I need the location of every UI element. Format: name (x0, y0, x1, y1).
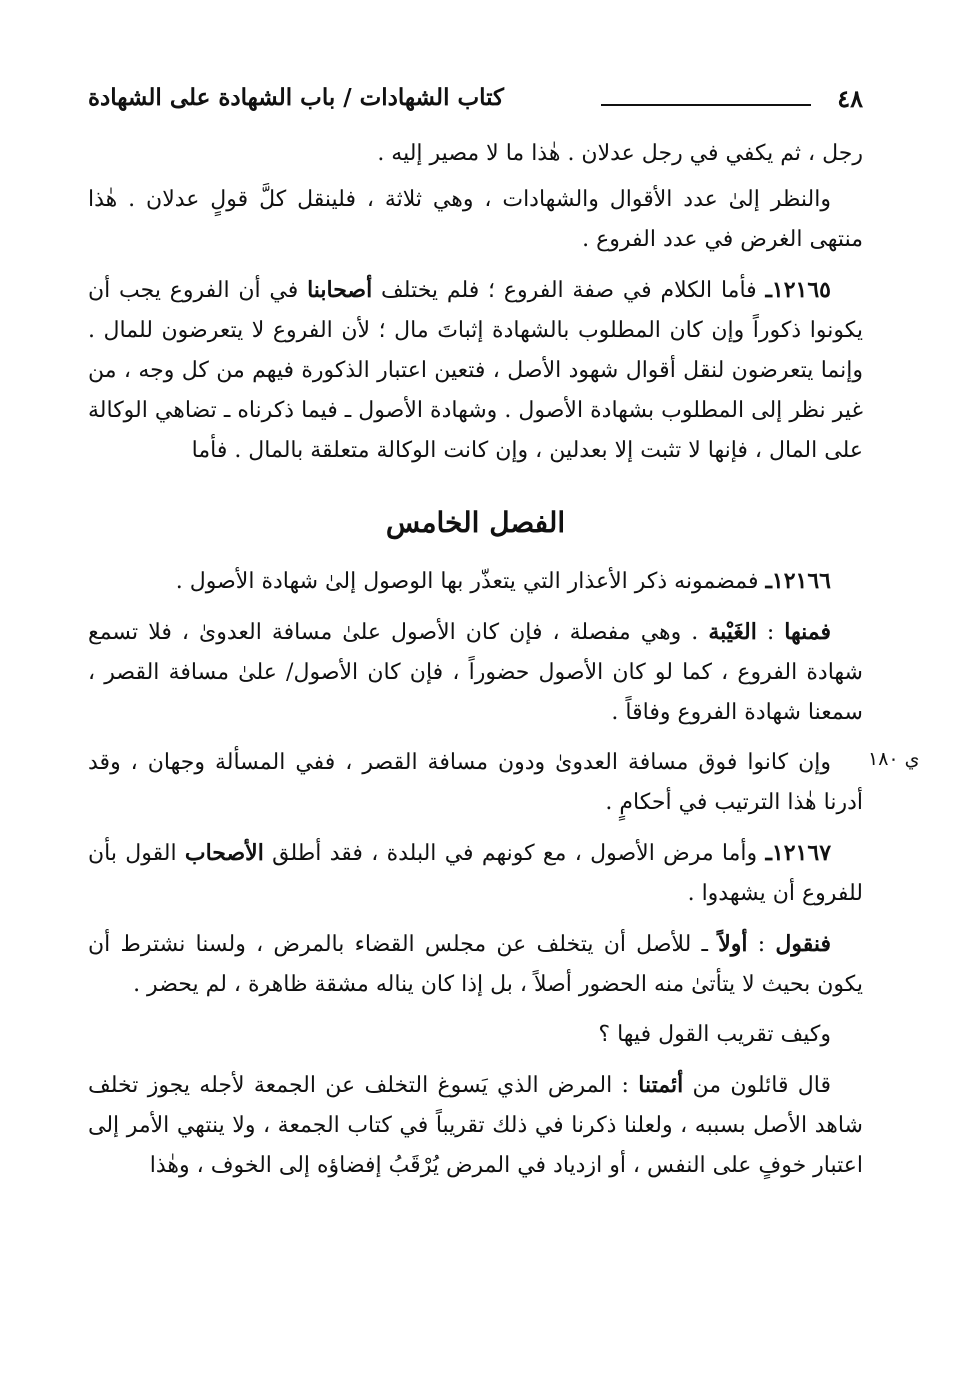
bold-term: أولاً (718, 931, 748, 957)
bold-term: الغَيْبة (708, 619, 757, 645)
running-title: كتاب الشهادات / باب الشهادة على الشهادة (88, 84, 505, 111)
bold-term: الأصحاب (184, 840, 264, 866)
paragraph-continuation (88, 134, 863, 174)
header-rule (601, 104, 811, 106)
paragraph (88, 1065, 863, 1186)
paragraph-text: قال قائلون من (683, 1073, 831, 1098)
paragraph-text: رجل ، ثم يكفي في رجل عدلان . هٰذا ما لا مصير إليه . (377, 141, 863, 166)
paragraph-text: وكيف تقريب القول فيها ؟ (598, 1022, 831, 1047)
bold-term: فمنها (784, 619, 831, 645)
paragraph (88, 924, 863, 1005)
paragraph-text: القول بأن للفروع أن يشهدوا . (88, 841, 863, 906)
paragraph-12166 (88, 561, 863, 602)
paragraph (88, 612, 863, 733)
paragraph-text: ـ للأصل أن يتخلف عن مجلس القضاء بالمرض ، ولسنا نشترط أن يكون بحيث لا يتأتىٰ منه الحضور أصلاً ، بل إذا كان يناله مشقة ظاهرة ، لم يحضر . (88, 932, 863, 997)
paragraph-12167 (88, 833, 863, 914)
page-header (88, 82, 863, 122)
paragraph-text: : (747, 932, 776, 957)
bold-term: أصحابنا (307, 277, 373, 303)
paragraph-text: . وهي مفصلة ، فإن كان الأصول علىٰ مسافة العدوىٰ ، فلا تسمع شهادة الفروع ، كما لو كان الأصول حضوراً ، فإن كان الأصول/ علىٰ مسافة القصر ، سمعنا شهادة الفروع وفاقاً . (88, 620, 863, 725)
bold-term: أئمتنا (638, 1072, 684, 1098)
paragraph-number: ١٢١٦٧ـ (765, 840, 832, 866)
paragraph-12165 (88, 270, 863, 471)
paragraph-text: وإن كانوا فوق مسافة العدوىٰ ودون مسافة القصر ، ففي المسألة وجهان ، وقد أدرنا هٰذا الترتيب في أحكامٍ . (88, 750, 863, 815)
body-text (88, 134, 863, 1196)
paragraph-text: وأما مرض الأصول ، مع كونهم في البلدة ، فقد أطلق (263, 841, 766, 866)
paragraph (88, 743, 863, 823)
paragraph-number: ١٢١٦٥ـ (765, 277, 831, 303)
paragraph-text: والنظر إلىٰ عدد الأقوال والشهادات ، وهي ثلاثة ، فلينقل كلَّ قولٍ عدلان . هٰذا منتهى الغرض في عدد الفروع . (88, 187, 863, 252)
paragraph (88, 180, 863, 260)
paragraph-text: فأما الكلام في صفة الفروع ؛ فلم يختلف (372, 278, 766, 303)
chapter-heading: الفصل الخامس (385, 506, 566, 539)
paragraph-text: : المرض الذي يَسوغ التخلف عن الجمعة لأجله يجوز تخلف شاهد الأصل بسببه ، ولعلنا ذكرنا في ذلك تقريباً في كتاب الجمعة ، ولا ينتهي الأمر إلى اعتبار خوفٍ على النفس ، أو ازدياد في المرض يُرْقَبُ إفضاؤه إلى الخوف ، وهٰذا (88, 1073, 863, 1178)
paragraph (88, 1015, 863, 1055)
paragraph-number: ١٢١٦٦ـ (765, 568, 831, 594)
page-number: ٤٨ (837, 84, 863, 113)
paragraph-text: في أن الفروع يجب أن يكونوا ذكوراً وإن كان المطلوب بالشهادة إثباتَ مال ؛ لأن الفروع لا يتعرضون للمال . وإنما يتعرضون لنقل أقوال شهود الأصل ، فتعين اعتبار الذكورة فيهم من كل وجه ، من غير نظر إلى المطلوب بشهادة الأصول . وشهادة الأصول ـ فيما ذكرناه ـ تضاهي الوكالة على المال ، فإنها لا تثبت إلا بعدلين ، وإن كانت الوكالة متعلقة بالمال . فأما (88, 278, 863, 463)
bold-term: فنقول (775, 931, 831, 957)
margin-note: ي ١٨٠ (868, 748, 920, 770)
paragraph-text: : (756, 620, 785, 645)
paragraph-text: فمضمونه ذكر الأعذار التي يتعذّر بها الوصول إلىٰ شهادة الأصول . (175, 569, 766, 594)
